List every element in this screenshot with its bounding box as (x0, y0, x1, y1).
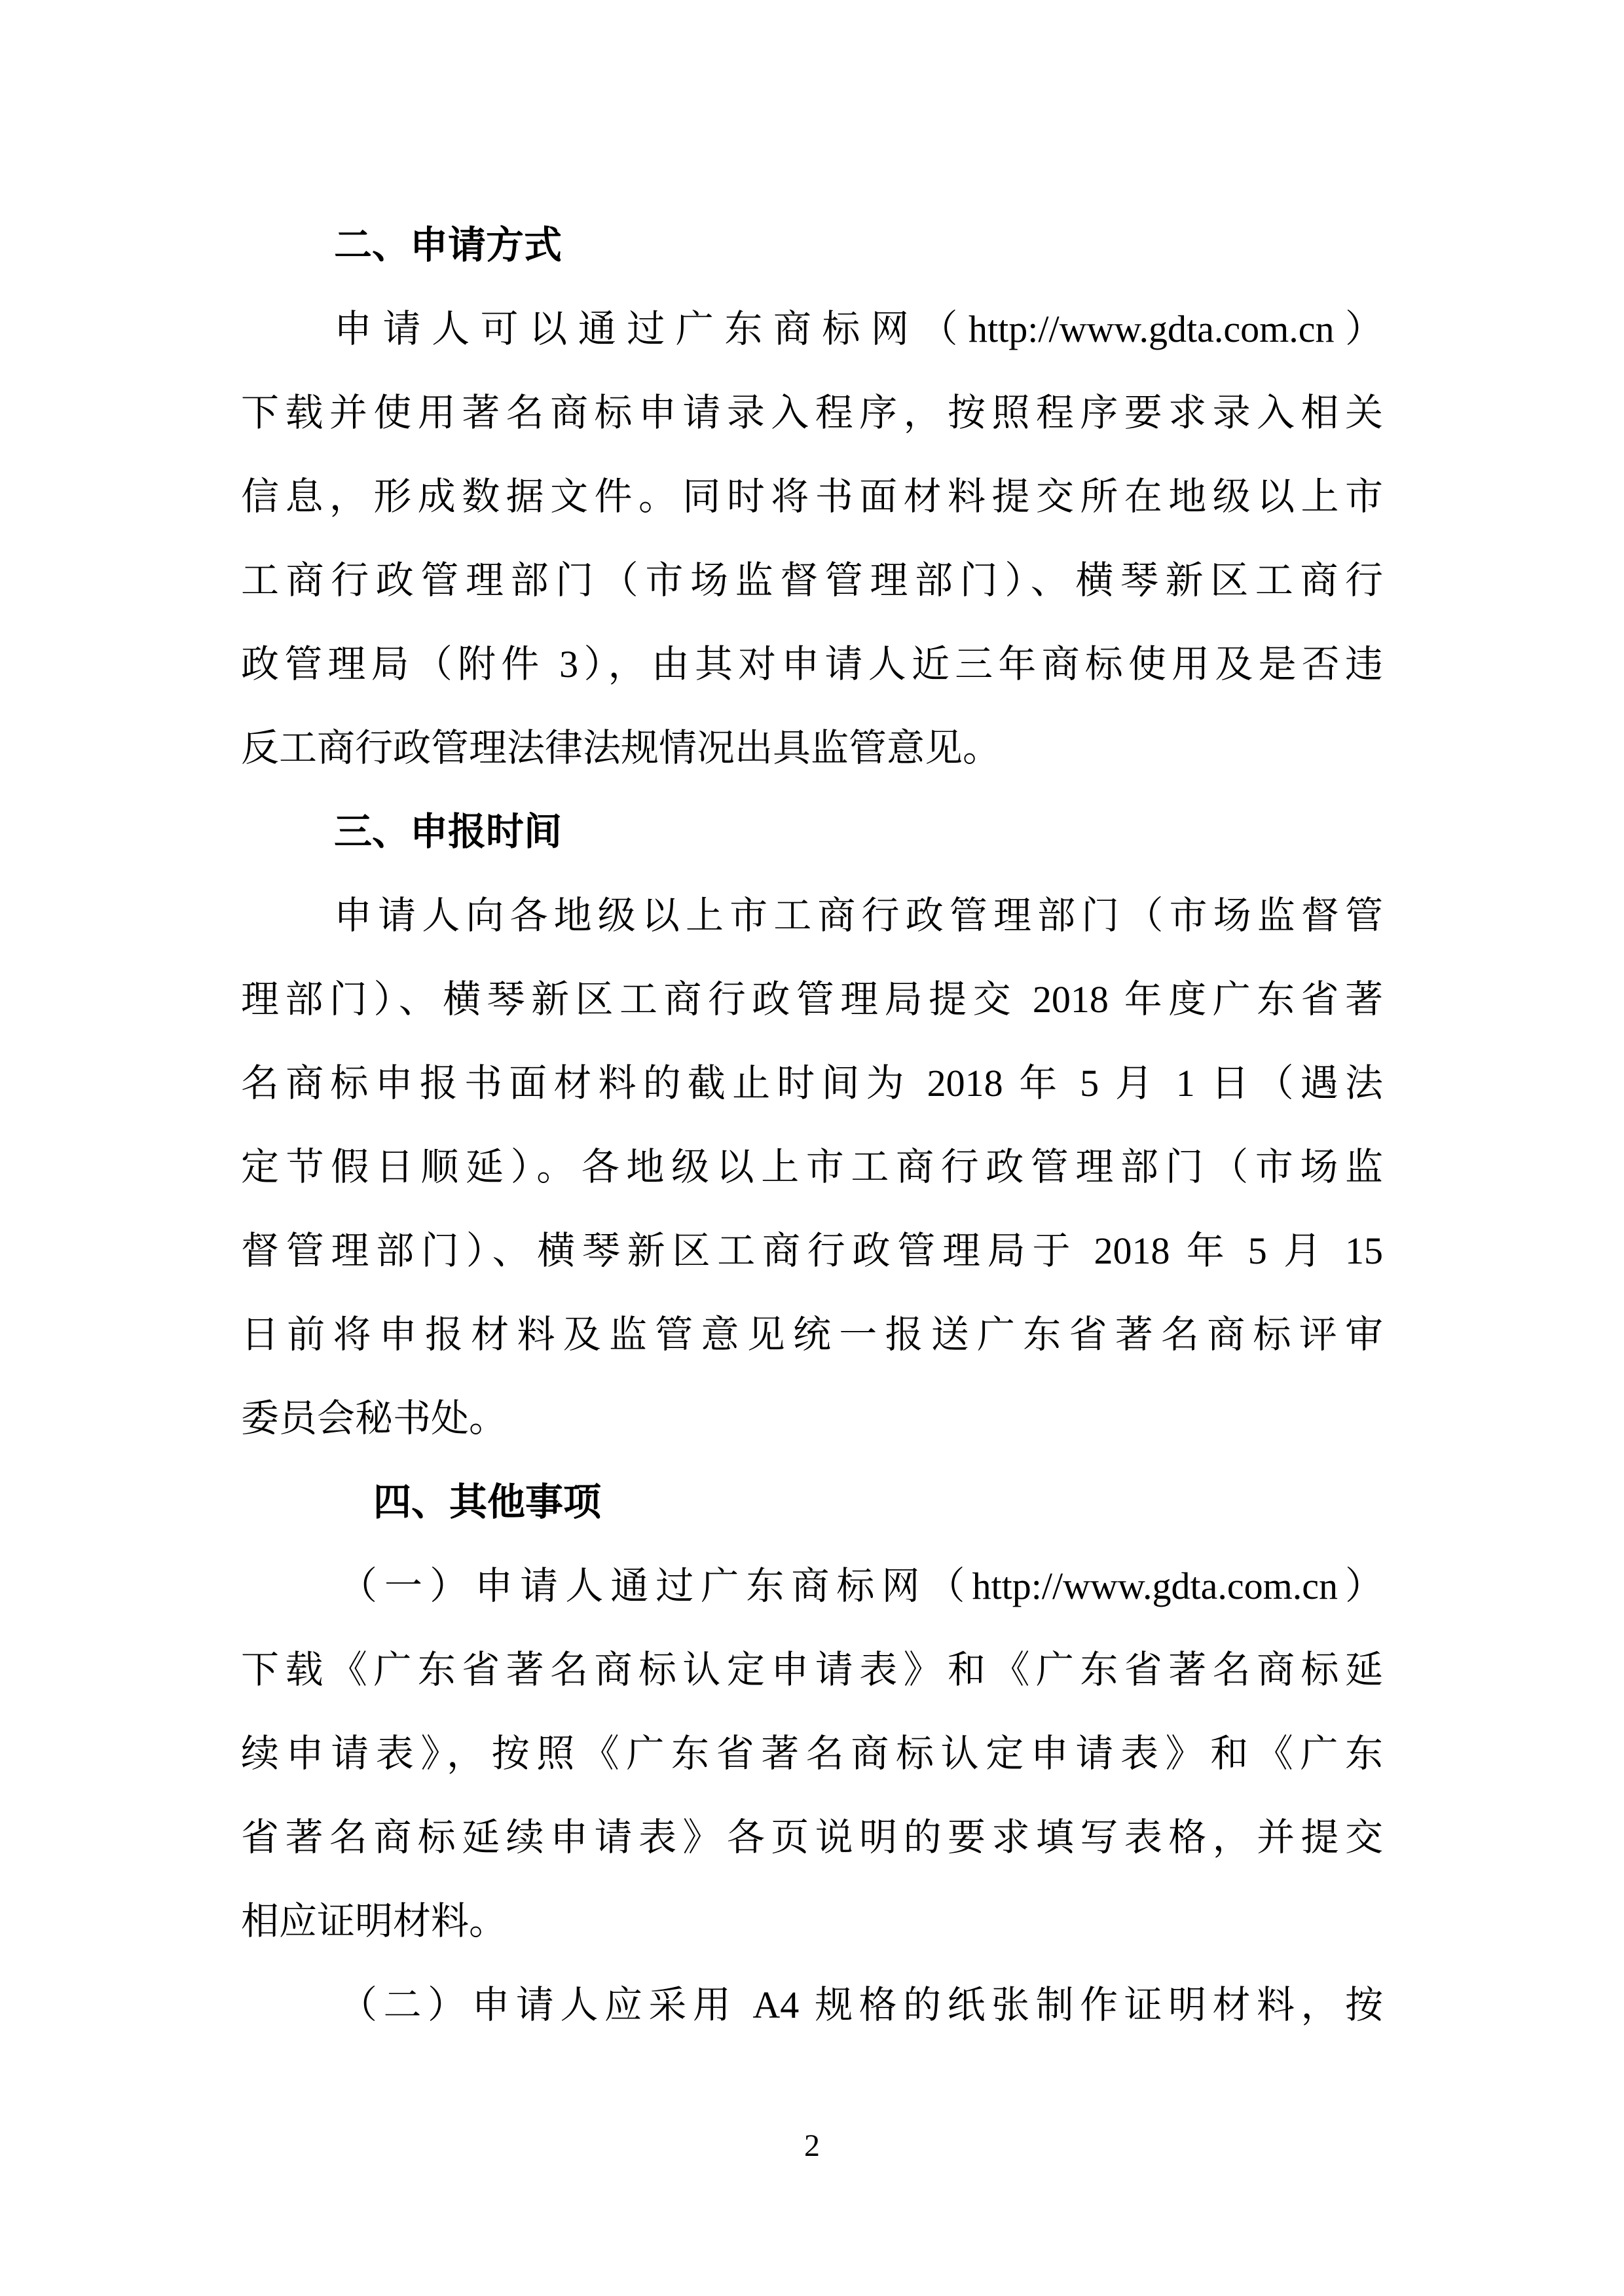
page-number: 2 (804, 2128, 820, 2163)
text-line: 信息，形成数据文件。同时将书面材料提交所在地级以上市 (241, 475, 1383, 518)
text-line: 省著名商标延续申请表》各页说明的要求填写表格，并提交 (241, 1816, 1383, 1859)
text-line: 反工商行政管理法律法规情况出具监管意见。 (241, 727, 1001, 769)
text-line: 相应证明材料。 (241, 1900, 507, 1942)
text-line: 名商标申报书面材料的截止时间为 2018 年 5 月 1 日（遇法 (241, 1062, 1383, 1104)
text-line: 督管理部门）、横琴新区工商行政管理局于 2018 年 5 月 15 (241, 1230, 1383, 1272)
text-line: 委员会秘书处。 (241, 1397, 507, 1440)
text-line: 申请人向各地级以上市工商行政管理部门（市场监督管 (334, 894, 1383, 937)
text-line: 申请人可以通过广东商标网（http://www.gdta.com.cn） (334, 308, 1383, 350)
text-line: 政管理局（附件 3），由其对申请人近三年商标使用及是否违 (241, 643, 1383, 685)
section-heading: 四、其他事项 (373, 1481, 602, 1523)
document-body (241, 204, 1383, 2047)
text-line: （一）申请人通过广东商标网（http://www.gdta.com.cn） (339, 1565, 1383, 1607)
text-line: 日前将申报材料及监管意见统一报送广东省著名商标评审 (241, 1313, 1383, 1356)
text-line: 理部门）、横琴新区工商行政管理局提交 2018 年度广东省著 (241, 978, 1383, 1021)
text-line: 下载并使用著名商标申请录入程序，按照程序要求录入相关 (241, 392, 1383, 434)
text-line: （二）申请人应采用 A4 规格的纸张制作证明材料，按 (339, 1984, 1383, 2026)
text-line: 续申请表》，按照《广东省著名商标认定申请表》和《广东 (241, 1732, 1383, 1775)
text-line: 定节假日顺延）。各地级以上市工商行政管理部门（市场监 (241, 1146, 1383, 1188)
text-line: 下载《广东省著名商标认定申请表》和《广东省著名商标延 (241, 1649, 1383, 1691)
text-line: 工商行政管理部门（市场监督管理部门）、横琴新区工商行 (241, 559, 1383, 602)
section-heading: 二、申请方式 (334, 224, 563, 266)
section-heading: 三、申报时间 (334, 811, 563, 853)
